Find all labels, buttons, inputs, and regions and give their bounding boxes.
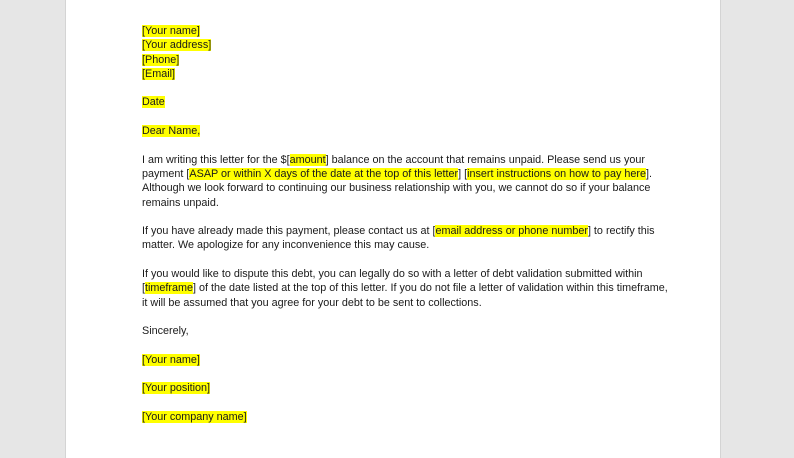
text: [ [142,282,145,295]
text: it will be assumed that you agree for your debt to be sent to collections. [142,296,482,309]
text: ] [ [458,167,468,180]
signature-position: [Your position] [142,382,211,395]
text: ] balance on the account that remains unpaid. Please send us your [325,153,645,166]
text: ] to rectify this [587,225,655,238]
sender-phone-line [142,53,642,67]
salutation-line [142,124,642,138]
signature-name-line [142,353,642,367]
text: I am writing this letter for the $[ [142,153,290,166]
date-placeholder: Date [142,96,165,109]
text: remains unpaid. [142,196,219,209]
signature-company-line [142,410,642,424]
signature-position-line [142,381,642,395]
amount-placeholder: amount [289,153,326,166]
timeframe-placeholder: timeframe [145,282,193,295]
sender-phone: [Phone] [142,53,180,66]
contact-placeholder: email address or phone number [435,225,588,238]
text: ] of the date listed at the top of this letter. If you do not file a letter of validation within this timeframe, [193,282,668,295]
text: matter. We apologize for any inconvenience this may cause. [142,239,430,252]
sender-address-line [142,38,642,52]
document-page [65,0,721,458]
signature-company: [Your company name] [142,411,247,424]
text: If you would like to dispute this debt, you can legally do so with a letter of debt validation submitted within [142,268,643,281]
paragraph-payment-request [142,153,652,210]
text: payment [ [142,167,190,180]
letter-body [142,24,668,424]
signature-name: [Your name] [142,353,200,366]
text: If you have already made this payment, please contact us at [ [142,225,436,238]
paragraph-already-paid [142,224,655,253]
timing-placeholder: ASAP or within X days of the date at the top of this letter [189,167,459,180]
sender-address: [Your address] [142,39,212,52]
instructions-placeholder: insert instructions on how to pay here [467,167,646,180]
closing: Sincerely, [142,325,189,338]
text: Although we look forward to continuing our business relationship with you, we cannot do so if your balance [142,182,651,195]
sender-email: [Email] [142,67,175,80]
salutation: Dear Name, [142,125,201,138]
sender-name: [Your name] [142,25,200,37]
sender-email-line [142,67,642,81]
text: ]. [645,167,652,180]
paragraph-dispute [142,267,668,310]
sender-name-line [142,24,642,38]
date-line [142,95,642,109]
